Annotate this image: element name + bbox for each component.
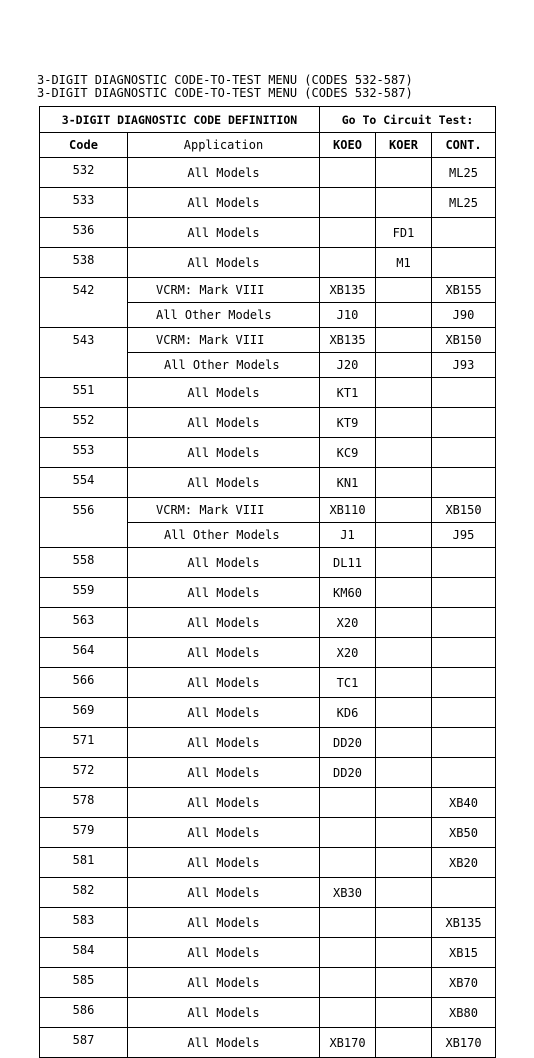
cont-cell (432, 578, 496, 608)
cont-cell (432, 638, 496, 668)
koeo-cell: DD20 (320, 728, 376, 758)
cont-cell: ML25 (432, 188, 496, 218)
cont-cell (432, 758, 496, 788)
koeo-cell: KN1 (320, 468, 376, 498)
application-cell: VCRM: Mark VIII (128, 498, 320, 523)
koeo-cell: XB110 (320, 498, 376, 523)
page-title-repeat: 3-DIGIT DIAGNOSTIC CODE-TO-TEST MENU (CODES 532-587) (37, 86, 413, 100)
koeo-cell: KD6 (320, 698, 376, 728)
code-to-test-table (39, 106, 496, 1058)
table-row (40, 668, 496, 698)
koeo-cell: J20 (320, 353, 376, 378)
koer-cell (376, 938, 432, 968)
cont-cell: XB155 (432, 278, 496, 303)
application-cell: All Models (128, 468, 320, 498)
application-cell: All Models (128, 378, 320, 408)
cont-cell: XB70 (432, 968, 496, 998)
code-cell: 585 (40, 968, 128, 998)
code-cell: 582 (40, 878, 128, 908)
application-cell: All Models (128, 188, 320, 218)
header-row-2 (40, 133, 496, 158)
koeo-cell (320, 788, 376, 818)
code-cell: 563 (40, 608, 128, 638)
code-cell: 571 (40, 728, 128, 758)
koeo-cell (320, 158, 376, 188)
code-cell: 533 (40, 188, 128, 218)
cont-cell (432, 218, 496, 248)
cont-cell (432, 548, 496, 578)
koeo-cell: J10 (320, 303, 376, 328)
koer-cell (376, 668, 432, 698)
table-row (40, 328, 496, 353)
koeo-cell: X20 (320, 638, 376, 668)
cont-cell: XB40 (432, 788, 496, 818)
application-header: Application (128, 133, 320, 158)
code-cell: 559 (40, 578, 128, 608)
koer-cell (376, 848, 432, 878)
application-cell: All Models (128, 908, 320, 938)
table-row (40, 578, 496, 608)
application-cell: All Models (128, 968, 320, 998)
table-row (40, 758, 496, 788)
application-cell: All Other Models (128, 303, 320, 328)
koeo-cell (320, 998, 376, 1028)
table-row (40, 548, 496, 578)
code-cell: 556 (40, 498, 128, 548)
application-cell: All Models (128, 728, 320, 758)
koer-cell (376, 578, 432, 608)
cont-cell (432, 378, 496, 408)
application-cell: All Models (128, 938, 320, 968)
koeo-cell: KM60 (320, 578, 376, 608)
koeo-cell (320, 968, 376, 998)
koeo-cell (320, 818, 376, 848)
table-row (40, 908, 496, 938)
koeo-cell: XB135 (320, 328, 376, 353)
code-cell: 586 (40, 998, 128, 1028)
koeo-cell (320, 938, 376, 968)
koer-header: KOER (376, 133, 432, 158)
cont-cell: XB80 (432, 998, 496, 1028)
cont-cell (432, 878, 496, 908)
table-body (40, 158, 496, 1058)
koer-cell (376, 408, 432, 438)
koeo-cell: KT1 (320, 378, 376, 408)
table-row (40, 498, 496, 523)
table-row (40, 248, 496, 278)
koer-cell (376, 353, 432, 378)
application-cell: All Models (128, 698, 320, 728)
application-cell: All Models (128, 438, 320, 468)
definition-header: 3-DIGIT DIAGNOSTIC CODE DEFINITION (40, 107, 320, 133)
koer-cell (376, 968, 432, 998)
code-cell: 583 (40, 908, 128, 938)
table-row (40, 698, 496, 728)
koer-cell (376, 788, 432, 818)
code-header: Code (40, 133, 128, 158)
koer-cell (376, 878, 432, 908)
table-row (40, 938, 496, 968)
application-cell: VCRM: Mark VIII (128, 328, 320, 353)
application-cell: All Other Models (128, 353, 320, 378)
koeo-cell: XB30 (320, 878, 376, 908)
koeo-cell: DD20 (320, 758, 376, 788)
koer-cell (376, 498, 432, 523)
header-row-1 (40, 107, 496, 133)
code-cell: 552 (40, 408, 128, 438)
table-row (40, 378, 496, 408)
cont-cell: ML25 (432, 158, 496, 188)
table-row (40, 1028, 496, 1058)
cont-cell (432, 438, 496, 468)
koer-cell (376, 378, 432, 408)
application-cell: VCRM: Mark VIII (128, 278, 320, 303)
cont-cell: XB135 (432, 908, 496, 938)
application-cell: All Models (128, 578, 320, 608)
cont-cell: J95 (432, 523, 496, 548)
table-row (40, 438, 496, 468)
koeo-cell: KT9 (320, 408, 376, 438)
koeo-cell: XB135 (320, 278, 376, 303)
koeo-cell (320, 848, 376, 878)
code-cell: 538 (40, 248, 128, 278)
application-cell: All Models (128, 548, 320, 578)
cont-cell (432, 668, 496, 698)
cont-cell (432, 408, 496, 438)
koeo-cell: DL11 (320, 548, 376, 578)
koeo-cell: TC1 (320, 668, 376, 698)
page-title: 3-DIGIT DIAGNOSTIC CODE-TO-TEST MENU (CODES 532-587) (37, 73, 413, 87)
application-cell: All Models (128, 788, 320, 818)
code-cell: 536 (40, 218, 128, 248)
cont-cell: XB150 (432, 328, 496, 353)
table-row (40, 188, 496, 218)
table-row (40, 788, 496, 818)
cont-cell: J93 (432, 353, 496, 378)
cont-cell: XB20 (432, 848, 496, 878)
koer-cell (376, 818, 432, 848)
koer-cell (376, 1028, 432, 1058)
koeo-cell: X20 (320, 608, 376, 638)
application-cell: All Models (128, 758, 320, 788)
application-cell: All Other Models (128, 523, 320, 548)
koeo-cell (320, 908, 376, 938)
code-cell: 551 (40, 378, 128, 408)
table-row (40, 818, 496, 848)
table-row (40, 848, 496, 878)
code-cell: 579 (40, 818, 128, 848)
application-cell: All Models (128, 608, 320, 638)
koer-cell (376, 468, 432, 498)
koer-cell (376, 278, 432, 303)
koer-cell (376, 328, 432, 353)
application-cell: All Models (128, 878, 320, 908)
koer-cell (376, 998, 432, 1028)
table-row (40, 638, 496, 668)
koeo-cell (320, 188, 376, 218)
koer-cell (376, 698, 432, 728)
table-row (40, 878, 496, 908)
cont-cell (432, 248, 496, 278)
code-cell: 566 (40, 668, 128, 698)
code-cell: 558 (40, 548, 128, 578)
koeo-header: KOEO (320, 133, 376, 158)
cont-cell: XB150 (432, 498, 496, 523)
application-cell: All Models (128, 998, 320, 1028)
table-row (40, 218, 496, 248)
koeo-cell: J1 (320, 523, 376, 548)
koer-cell: M1 (376, 248, 432, 278)
application-cell: All Models (128, 638, 320, 668)
cont-cell (432, 698, 496, 728)
application-cell: All Models (128, 218, 320, 248)
koer-cell (376, 758, 432, 788)
code-cell: 581 (40, 848, 128, 878)
table-row (40, 968, 496, 998)
code-cell: 587 (40, 1028, 128, 1058)
koeo-cell: KC9 (320, 438, 376, 468)
cont-cell: XB50 (432, 818, 496, 848)
code-cell: 564 (40, 638, 128, 668)
cont-cell (432, 468, 496, 498)
code-cell: 553 (40, 438, 128, 468)
table-row (40, 278, 496, 303)
code-cell: 532 (40, 158, 128, 188)
koer-cell (376, 158, 432, 188)
koeo-cell: XB170 (320, 1028, 376, 1058)
koer-cell (376, 638, 432, 668)
code-cell: 543 (40, 328, 128, 378)
code-cell: 584 (40, 938, 128, 968)
application-cell: All Models (128, 1028, 320, 1058)
koer-cell: FD1 (376, 218, 432, 248)
cont-cell: J90 (432, 303, 496, 328)
cont-header: CONT. (432, 133, 496, 158)
table-row (40, 608, 496, 638)
cont-cell: XB15 (432, 938, 496, 968)
code-cell: 569 (40, 698, 128, 728)
koeo-cell (320, 218, 376, 248)
cont-cell (432, 608, 496, 638)
cont-cell: XB170 (432, 1028, 496, 1058)
application-cell: All Models (128, 818, 320, 848)
koer-cell (376, 303, 432, 328)
code-cell: 578 (40, 788, 128, 818)
application-cell: All Models (128, 668, 320, 698)
koer-cell (376, 608, 432, 638)
koer-cell (376, 188, 432, 218)
table-row (40, 998, 496, 1028)
goto-header: Go To Circuit Test: (320, 107, 496, 133)
table-row (40, 408, 496, 438)
application-cell: All Models (128, 158, 320, 188)
koer-cell (376, 908, 432, 938)
table-row (40, 158, 496, 188)
application-cell: All Models (128, 408, 320, 438)
code-cell: 542 (40, 278, 128, 328)
cont-cell (432, 728, 496, 758)
table-row (40, 728, 496, 758)
table-row (40, 468, 496, 498)
code-cell: 554 (40, 468, 128, 498)
application-cell: All Models (128, 248, 320, 278)
koer-cell (376, 438, 432, 468)
application-cell: All Models (128, 848, 320, 878)
koer-cell (376, 523, 432, 548)
koer-cell (376, 728, 432, 758)
koer-cell (376, 548, 432, 578)
koeo-cell (320, 248, 376, 278)
code-cell: 572 (40, 758, 128, 788)
